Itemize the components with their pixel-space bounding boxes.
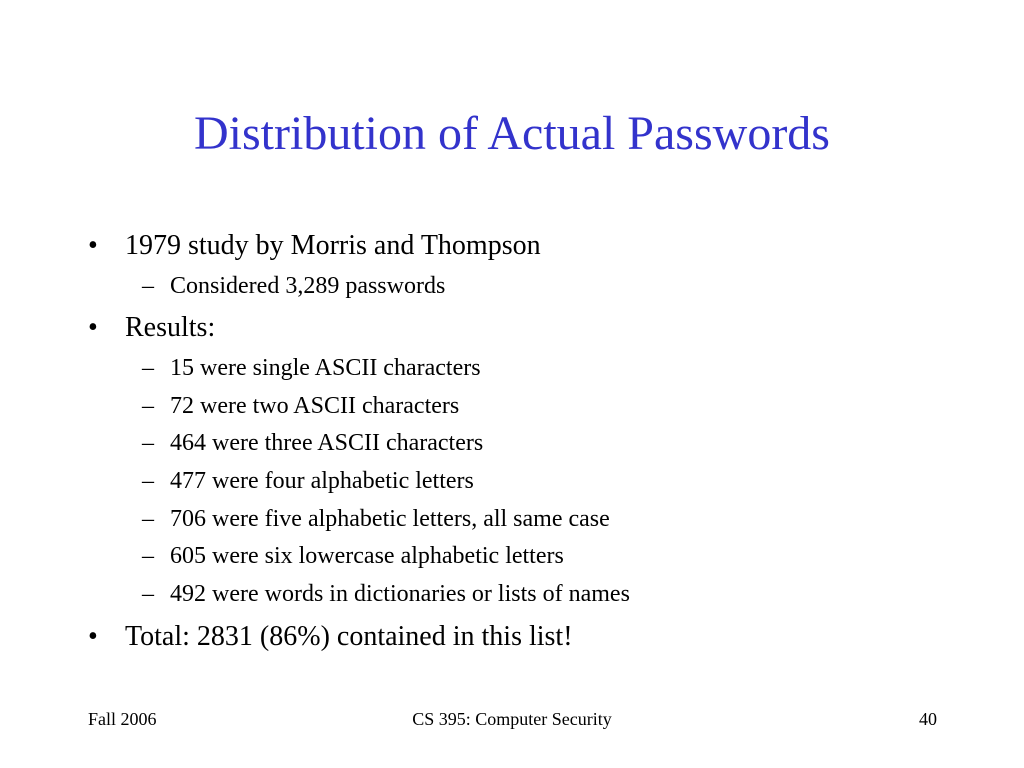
bullet-marker: • (88, 621, 98, 652)
sub-bullet-marker: – (142, 430, 154, 456)
footer-course: CS 395: Computer Security (412, 709, 612, 729)
sub-bullet-item: 15 were single ASCII characters (170, 355, 481, 381)
sub-bullet-marker: – (142, 393, 154, 419)
sub-bullet-marker: – (142, 273, 154, 299)
sub-bullet-marker: – (142, 581, 154, 607)
sub-bullet-item: 72 were two ASCII characters (170, 393, 460, 419)
sub-bullet-item: 605 were six lowercase alphabetic letters (170, 543, 564, 569)
sub-bullet-item: 477 were four alphabetic letters (170, 468, 474, 494)
sub-bullet-marker: – (142, 543, 154, 569)
bullet-item: 1979 study by Morris and Thompson (125, 230, 541, 261)
sub-bullet-item: Considered 3,289 passwords (170, 273, 446, 299)
bullet-item: Total: 2831 (86%) contained in this list! (125, 621, 573, 652)
bullet-item: Results: (125, 312, 216, 343)
sub-bullet-item: 492 were words in dictionaries or lists of names (170, 581, 630, 607)
sub-bullet-marker: – (142, 468, 154, 494)
footer-date: Fall 2006 (88, 709, 157, 729)
sub-bullet-item: 706 were five alphabetic letters, all same case (170, 506, 610, 532)
sub-bullet-marker: – (142, 355, 154, 381)
bullet-marker: • (88, 312, 98, 343)
slide-number: 40 (919, 709, 937, 729)
sub-bullet-marker: – (142, 506, 154, 532)
sub-bullet-item: 464 were three ASCII characters (170, 430, 484, 456)
slide-title: Distribution of Actual Passwords (194, 107, 830, 160)
bullet-marker: • (88, 230, 98, 261)
